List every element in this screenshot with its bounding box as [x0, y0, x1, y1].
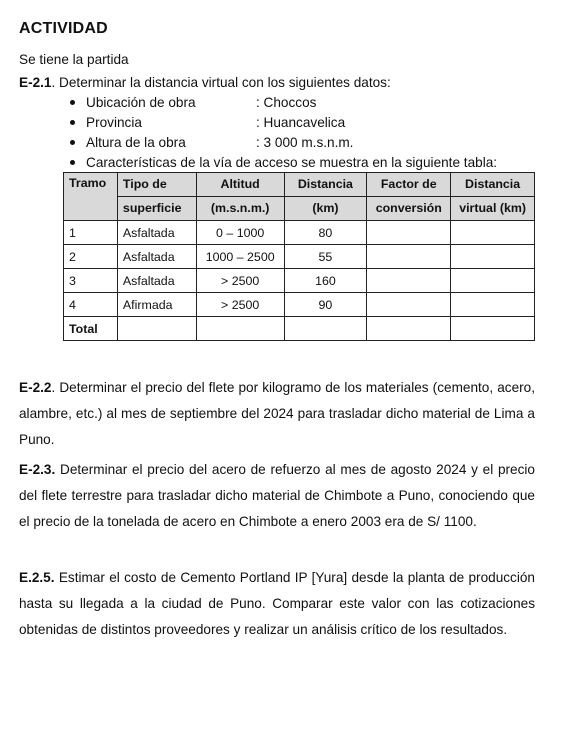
exercise-e23-text: Determinar el precio del acero de refuerzo al mes de agosto 2024 y el precio del flete terrestre para trasladar dicho material de Chimbote a Puno, conociendo que el precio de la tonelada de acero en Chimbote a enero 2003 era de S/ 1100. — [19, 462, 535, 529]
header-distancia-virtual-l2: virtual (km) — [451, 197, 535, 221]
table-row: 1 Asfaltada 0 – 1000 80 — [64, 221, 535, 245]
table-row: 2 Asfaltada 1000 – 2500 55 — [64, 245, 535, 269]
bullet-item: Altura de la obra : 3 000 m.s.n.m. — [86, 134, 497, 154]
header-altitud: Altitud — [196, 173, 284, 197]
exercise-e25 — [19, 565, 535, 643]
table-header-row — [64, 173, 535, 197]
header-distancia-l2: (km) — [284, 197, 367, 221]
table-header-row — [64, 197, 535, 221]
header-altitud-l2: (m.s.n.m.) — [196, 197, 284, 221]
data-bullet-list — [86, 94, 497, 174]
access-road-table — [63, 172, 535, 341]
bullet-item: Ubicación de obra : Choccos — [86, 94, 497, 114]
exercise-e23 — [19, 457, 535, 535]
header-distancia-virtual: Distancia — [451, 173, 535, 197]
exercise-e21-code: E-2.1 — [19, 75, 52, 90]
exercise-e21-heading — [19, 75, 391, 90]
exercise-e23-code: E-2.3. — [19, 462, 56, 477]
exercise-e25-code: E.2.5. — [19, 570, 55, 585]
table-row: 3 Asfaltada > 2500 160 — [64, 269, 535, 293]
exercise-e22 — [19, 375, 535, 453]
header-tipo: Tipo de — [117, 173, 196, 197]
bullet-item: Características de la vía de acceso se muestra en la siguiente tabla: — [86, 154, 497, 174]
exercise-e22-text: . Determinar el precio del flete por kilogramo de los materiales (cemento, acero, alambre, etc.) al mes de septiembre del 2024 para trasladar dicho material de Lima a Puno. — [19, 380, 535, 447]
header-distancia: Distancia — [284, 173, 367, 197]
header-factor-l2: conversión — [367, 197, 451, 221]
bullet-item: Provincia : Huancavelica — [86, 114, 497, 134]
header-tramo: Tramo — [64, 173, 118, 221]
intro-text: Se tiene la partida — [19, 52, 129, 67]
table-total-row: Total — [64, 317, 535, 341]
header-factor: Factor de — [367, 173, 451, 197]
page-title: ACTIVIDAD — [19, 20, 108, 37]
exercise-e25-text: Estimar el costo de Cemento Portland IP [Yura] desde la planta de producción hasta su llegada a la ciudad de Puno. Comparar este valor con las cotizaciones obtenidas de distintos proveedores y realizar un análisis crítico de los resultados. — [19, 570, 535, 637]
exercise-e21-text: . Determinar la distancia virtual con los siguientes datos: — [51, 75, 391, 90]
header-tipo-l2: superficie — [117, 197, 196, 221]
table-row: 4 Afirmada > 2500 90 — [64, 293, 535, 317]
exercise-e22-code: E-2.2 — [19, 380, 52, 395]
